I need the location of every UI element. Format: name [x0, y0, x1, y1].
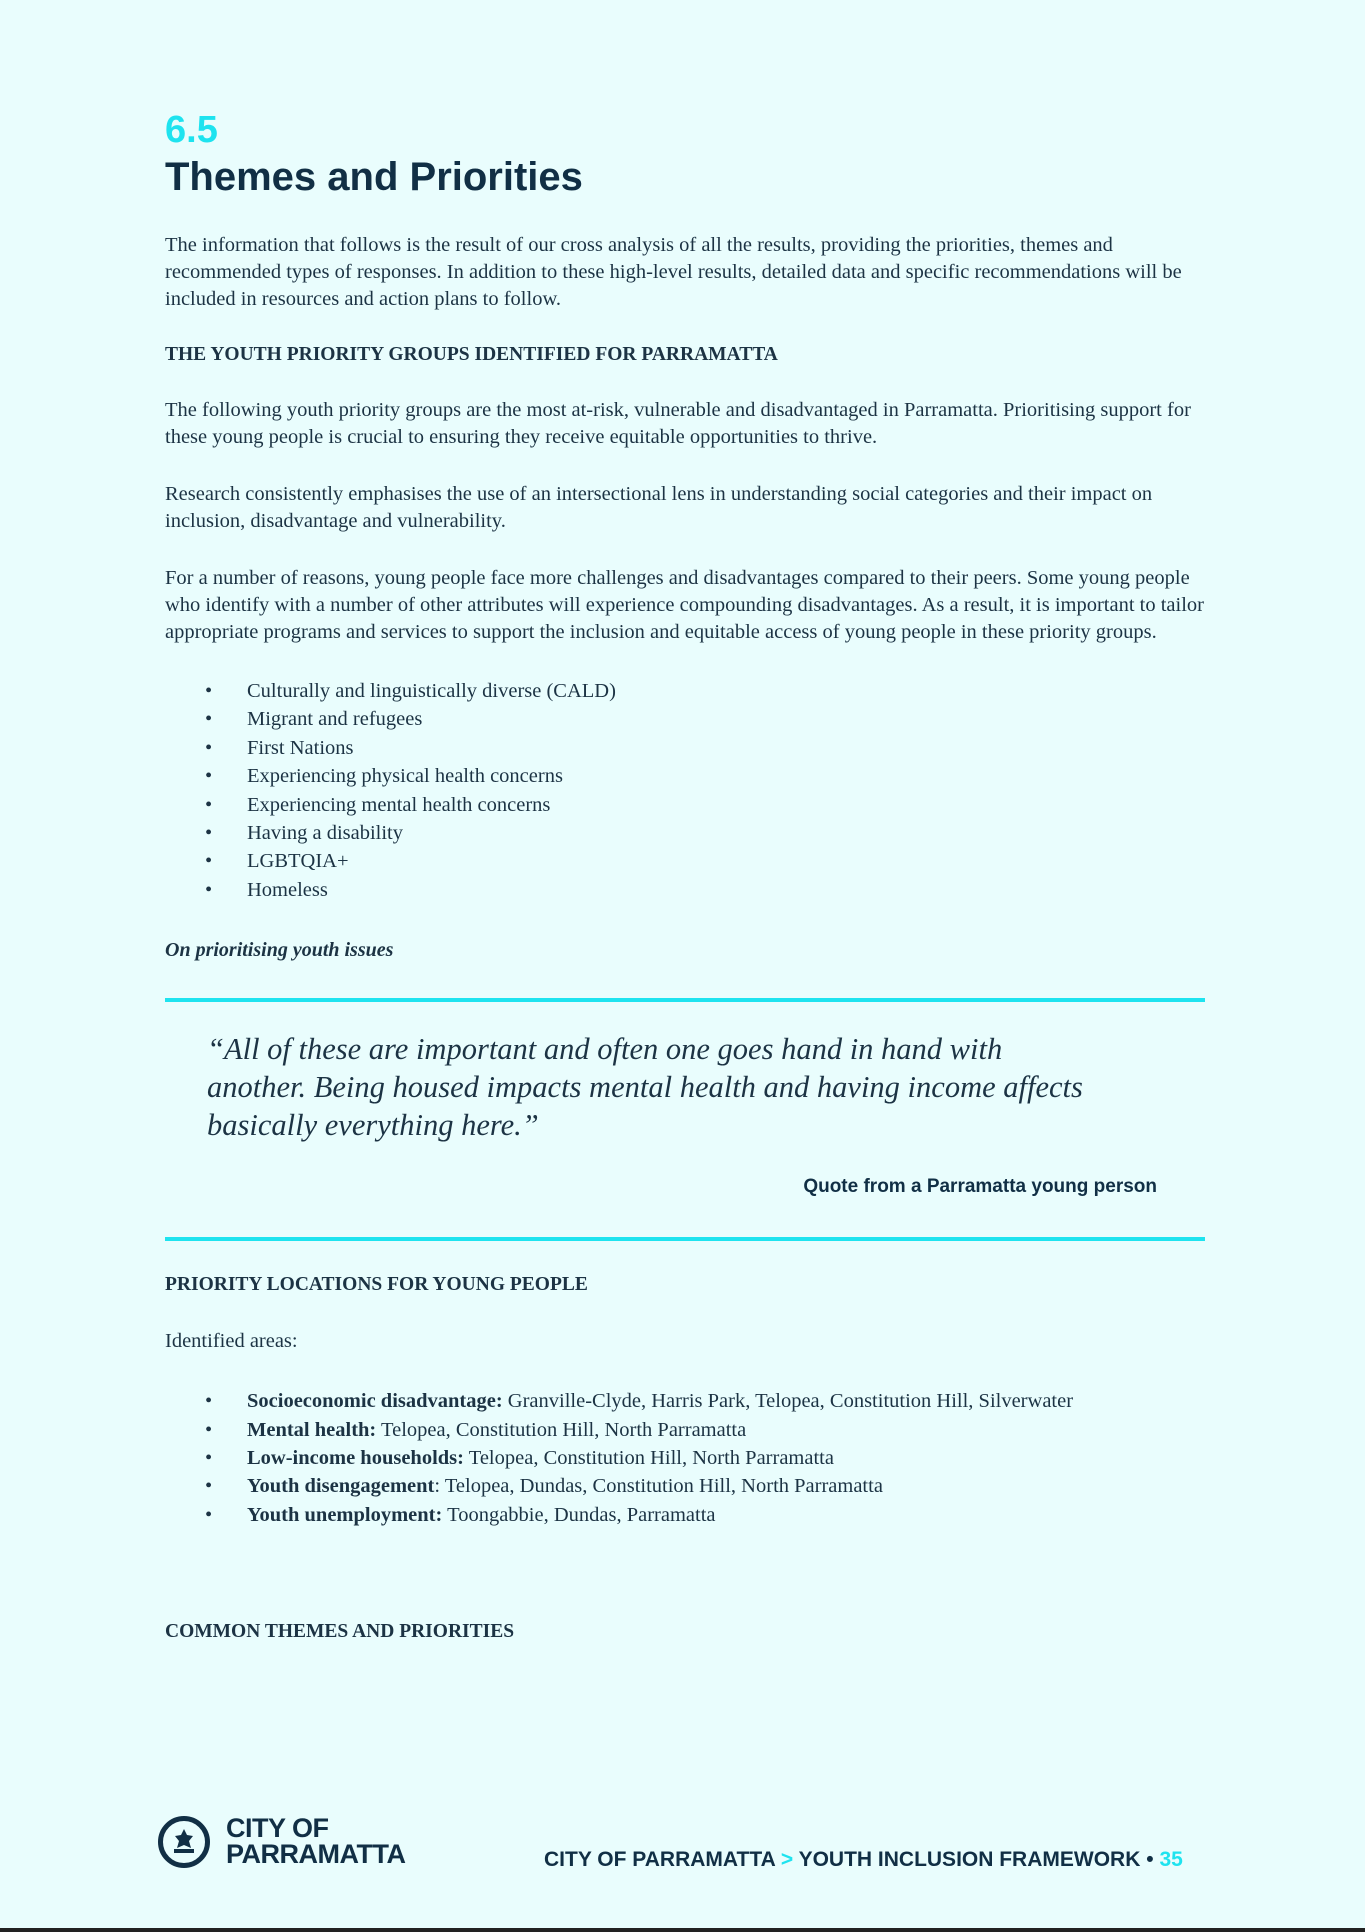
footer-dot: •: [1146, 1848, 1154, 1871]
list-item: [165, 1501, 1205, 1529]
crest-icon: [158, 1816, 210, 1868]
city-logo: [158, 1812, 418, 1878]
bullet: •: [205, 765, 213, 788]
location-value: : Telopea, Dundas, Constitution Hill, North Parramatta: [434, 1475, 883, 1498]
intro-paragraph: The information that follows is the result of our cross analysis of all the results, providing the priorities, themes and recommended types of responses. In addition to these high-level results, detailed data and specific recommendations will be included in resources and action plans to follow.: [165, 234, 1182, 310]
list-item: [165, 762, 1205, 790]
list-item-text: Culturally and linguistically diverse (CALD): [247, 680, 616, 702]
quote-label: On prioritising youth issues: [165, 939, 394, 962]
location-value: Telopea, Constitution Hill, North Parramatta: [376, 1418, 747, 1441]
list-item: [165, 876, 1205, 904]
logo-wordmark: [226, 1815, 405, 1867]
list-item: [165, 677, 1205, 705]
location-label: Low-income households:: [247, 1447, 464, 1470]
pull-quote: “All of these are important and often one goes hand in hand with another. Being housed impacts mental health and having income affects basically everything here.”: [207, 1032, 1083, 1143]
footer-org: CITY OF PARRAMATTA: [544, 1848, 775, 1871]
page-title: Themes and Priorities: [165, 155, 583, 199]
priority-groups-list: [165, 677, 1205, 904]
list-item: [165, 705, 1205, 733]
bullet: •: [205, 878, 213, 901]
bullet: •: [205, 1475, 213, 1498]
page-content: [165, 108, 1205, 1643]
bullet: •: [205, 822, 213, 845]
bullet: •: [205, 1447, 213, 1470]
list-item-text: First Nations: [247, 736, 354, 759]
location-label: Youth disengagement: [247, 1475, 435, 1498]
list-item-text: Experiencing mental health concerns: [247, 793, 551, 816]
footer-doc-title: YOUTH INCLUSION FRAMEWORK: [798, 1848, 1141, 1871]
location-label: Mental health:: [247, 1418, 377, 1441]
locations-heading: PRIORITY LOCATIONS FOR YOUNG PEOPLE: [165, 1274, 588, 1296]
logo-line-2: PARRAMATTA: [226, 1839, 406, 1869]
list-item: [165, 1416, 1205, 1444]
locations-intro: Identified areas:: [165, 1330, 298, 1353]
location-value: Granville-Clyde, Harris Park, Telopea, Constitution Hill, Silverwater: [502, 1390, 1074, 1413]
quote-bottom-rule: [165, 1237, 1205, 1241]
priority-groups-paragraph-2: Research consistently emphasises the use of an intersectional lens in understanding social categories and their impact on inclusion, disadvantage and vulnerability.: [165, 483, 1153, 532]
list-item-text: Having a disability: [247, 822, 404, 845]
priority-groups-paragraph-1: The following youth priority groups are the most at-risk, vulnerable and disadvantaged in Parramatta. Prioritising support for these young people is crucial to ensuring they receive equitable opportunities to thrive.: [165, 399, 1191, 448]
list-item: [165, 734, 1205, 762]
quote-attribution: Quote from a Parramatta young person: [803, 1176, 1157, 1198]
common-themes-heading: COMMON THEMES AND PRIORITIES: [165, 1621, 515, 1643]
bullet: •: [205, 1390, 213, 1413]
location-label: Youth unemployment:: [247, 1503, 443, 1526]
location-value: Telopea, Constitution Hill, North Parramatta: [463, 1447, 834, 1470]
locations-list: [165, 1387, 1205, 1529]
list-item: [165, 1387, 1205, 1415]
footer-separator: >: [780, 1848, 794, 1871]
list-item-text: Experiencing physical health concerns: [247, 765, 563, 788]
logo-line-1: CITY OF: [226, 1813, 329, 1843]
bullet: •: [205, 850, 213, 873]
page-bottom-edge: [0, 1928, 1365, 1932]
bullet: •: [205, 736, 213, 759]
page-footer: [0, 1812, 1365, 1882]
location-label: Socioeconomic disadvantage:: [247, 1390, 503, 1413]
bullet: •: [205, 680, 213, 702]
page-number: 35: [1159, 1848, 1183, 1871]
list-item: [165, 791, 1205, 819]
location-value: Toongabbie, Dundas, Parramatta: [442, 1503, 716, 1526]
quote-top-rule: [165, 998, 1205, 1002]
list-item-text: Homeless: [247, 878, 328, 901]
priority-groups-heading: THE YOUTH PRIORITY GROUPS IDENTIFIED FOR PARRAMATTA: [165, 344, 778, 365]
list-item-text: LGBTQIA+: [247, 850, 349, 873]
list-item: [165, 1444, 1205, 1472]
list-item: [165, 1472, 1205, 1500]
list-item-text: Migrant and refugees: [247, 708, 423, 731]
list-item: [165, 819, 1205, 847]
priority-groups-paragraph-3: For a number of reasons, young people face more challenges and disadvantages compared to their peers. Some young people who identify with a number of other attributes will experience compounding disadvantages. As a result, it is important to tailor appropriate programs and services to support the inclusion and equitable access of young people in these priority groups.: [165, 567, 1205, 643]
list-item: [165, 847, 1205, 875]
bullet: •: [205, 708, 213, 731]
section-number: 6.5: [165, 109, 218, 151]
bullet: •: [205, 1418, 213, 1441]
bullet: •: [205, 793, 213, 816]
footer-breadcrumb: [544, 1848, 1204, 1872]
bullet: •: [205, 1503, 213, 1526]
